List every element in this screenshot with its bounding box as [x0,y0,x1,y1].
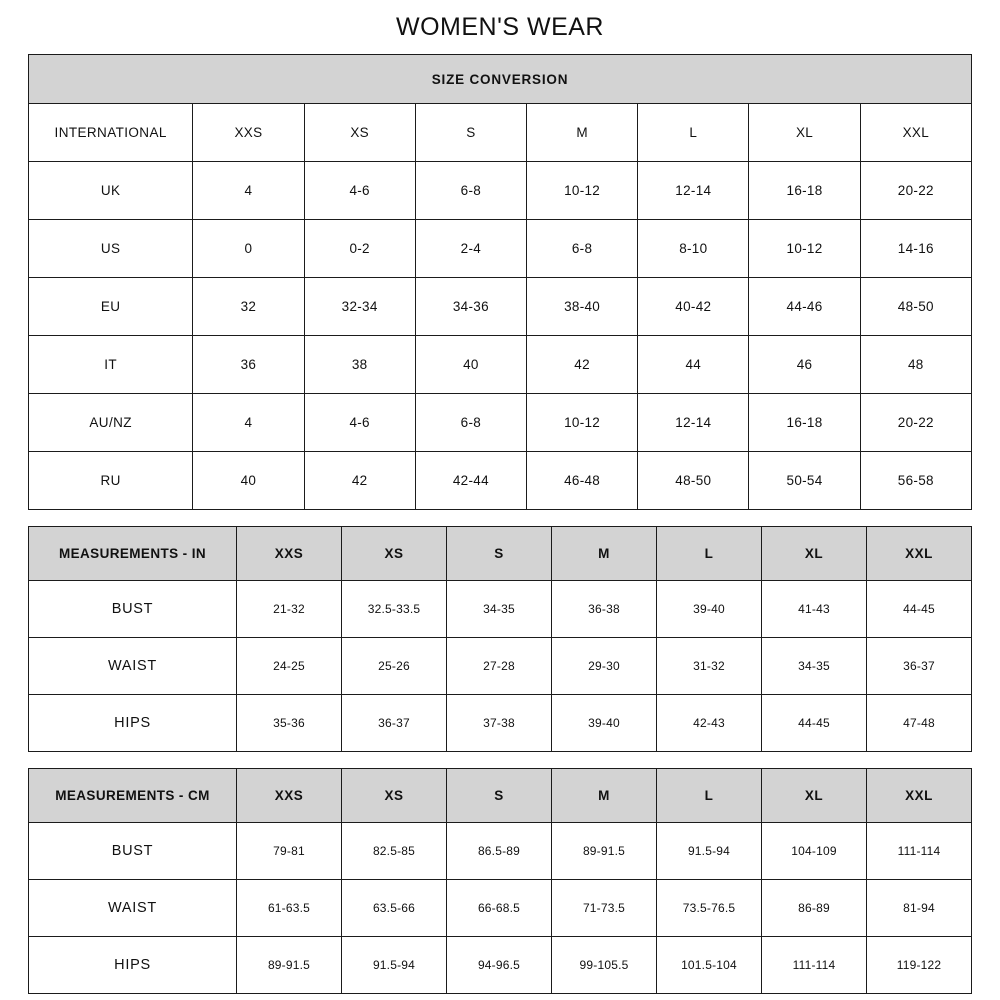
row-label: BUST [29,581,237,638]
cell: 61-63.5 [237,880,342,937]
cell: 44-46 [749,278,860,336]
column-header-s: S [447,769,552,823]
cell: 14-16 [860,220,971,278]
cell: 36-37 [342,695,447,752]
measurements-cm-table [28,768,972,994]
cell: 2-4 [415,220,526,278]
cell: 10-12 [526,394,637,452]
cell: 56-58 [860,452,971,510]
table-header-row [29,769,972,823]
cell: 101.5-104 [657,937,762,994]
row-label: US [29,220,193,278]
size-conversion-table [28,54,972,510]
cell: 44-45 [762,695,867,752]
cell: 42 [526,336,637,394]
table-row [29,220,972,278]
cell: 63.5-66 [342,880,447,937]
column-header-xl: XL [762,527,867,581]
cell: 86-89 [762,880,867,937]
row-label: HIPS [29,695,237,752]
cell: 16-18 [749,394,860,452]
cell: 79-81 [237,823,342,880]
cell: 81-94 [867,880,972,937]
cell: 94-96.5 [447,937,552,994]
cell: 42-44 [415,452,526,510]
column-header-international: INTERNATIONAL [29,104,193,162]
column-header-xs: XS [342,527,447,581]
cell: 99-105.5 [552,937,657,994]
column-header-l: L [657,769,762,823]
row-label: WAIST [29,880,237,937]
cell: 4 [193,394,304,452]
cell: 111-114 [762,937,867,994]
cell: 34-36 [415,278,526,336]
cell: 4-6 [304,394,415,452]
cell: 41-43 [762,581,867,638]
cell: 6-8 [415,394,526,452]
cell: 4 [193,162,304,220]
measurements-inches-table [28,526,972,752]
cell: 10-12 [749,220,860,278]
table-row [29,695,972,752]
cell: 42 [304,452,415,510]
column-header-xxs: XXS [193,104,304,162]
cell: 0-2 [304,220,415,278]
table-row [29,581,972,638]
table-header-row [29,104,972,162]
table-row [29,880,972,937]
cell: 82.5-85 [342,823,447,880]
column-header-l: L [657,527,762,581]
cell: 46 [749,336,860,394]
row-label: BUST [29,823,237,880]
cell: 39-40 [552,695,657,752]
table-row [29,278,972,336]
cell: 111-114 [867,823,972,880]
cell: 32-34 [304,278,415,336]
cell: 48 [860,336,971,394]
cell: 8-10 [638,220,749,278]
cell: 91.5-94 [342,937,447,994]
cell: 89-91.5 [237,937,342,994]
cell: 35-36 [237,695,342,752]
column-header-xxl: XXL [867,769,972,823]
cell: 31-32 [657,638,762,695]
cell: 48-50 [860,278,971,336]
row-label: IT [29,336,193,394]
page-title: WOMEN'S WEAR [396,13,604,41]
column-header-xl: XL [762,769,867,823]
cell: 39-40 [657,581,762,638]
cell: 32 [193,278,304,336]
cell: 24-25 [237,638,342,695]
cell: 21-32 [237,581,342,638]
cell: 10-12 [526,162,637,220]
cell: 29-30 [552,638,657,695]
cell: 20-22 [860,394,971,452]
row-label: AU/NZ [29,394,193,452]
table-row [29,336,972,394]
cell: 34-35 [447,581,552,638]
column-header-xxs: XXS [237,769,342,823]
column-header-l: L [638,104,749,162]
table-row [29,823,972,880]
cell: 71-73.5 [552,880,657,937]
column-header-measurements-cm: MEASUREMENTS - CM [29,769,237,823]
cell: 73.5-76.5 [657,880,762,937]
cell: 37-38 [447,695,552,752]
cell: 38-40 [526,278,637,336]
cell: 20-22 [860,162,971,220]
column-header-xs: XS [304,104,415,162]
column-header-m: M [552,769,657,823]
cell: 48-50 [638,452,749,510]
cell: 36 [193,336,304,394]
column-header-s: S [415,104,526,162]
table-row [29,162,972,220]
cell: 38 [304,336,415,394]
table-banner-row [29,55,972,104]
cell: 6-8 [526,220,637,278]
cell: 0 [193,220,304,278]
cell: 40-42 [638,278,749,336]
cell: 4-6 [304,162,415,220]
cell: 12-14 [638,162,749,220]
cell: 104-109 [762,823,867,880]
cell: 91.5-94 [657,823,762,880]
cell: 47-48 [867,695,972,752]
cell: 50-54 [749,452,860,510]
table-row [29,638,972,695]
table-row [29,937,972,994]
cell: 86.5-89 [447,823,552,880]
cell: 6-8 [415,162,526,220]
cell: 42-43 [657,695,762,752]
table-row [29,452,972,510]
cell: 44 [638,336,749,394]
cell: 16-18 [749,162,860,220]
row-label: EU [29,278,193,336]
row-label: UK [29,162,193,220]
column-header-s: S [447,527,552,581]
column-header-xxl: XXL [867,527,972,581]
cell: 40 [193,452,304,510]
row-label: RU [29,452,193,510]
row-label: HIPS [29,937,237,994]
cell: 34-35 [762,638,867,695]
cell: 46-48 [526,452,637,510]
size-conversion-banner: SIZE CONVERSION [29,55,972,104]
cell: 66-68.5 [447,880,552,937]
cell: 27-28 [447,638,552,695]
column-header-m: M [526,104,637,162]
cell: 40 [415,336,526,394]
cell: 36-37 [867,638,972,695]
column-header-m: M [552,527,657,581]
cell: 44-45 [867,581,972,638]
table-header-row [29,527,972,581]
column-header-xxs: XXS [237,527,342,581]
cell: 32.5-33.5 [342,581,447,638]
table-row [29,394,972,452]
column-header-xl: XL [749,104,860,162]
column-header-xxl: XXL [860,104,971,162]
cell: 89-91.5 [552,823,657,880]
cell: 36-38 [552,581,657,638]
column-header-xs: XS [342,769,447,823]
column-header-measurements-in: MEASUREMENTS - IN [29,527,237,581]
cell: 119-122 [867,937,972,994]
row-label: WAIST [29,638,237,695]
cell: 12-14 [638,394,749,452]
cell: 25-26 [342,638,447,695]
